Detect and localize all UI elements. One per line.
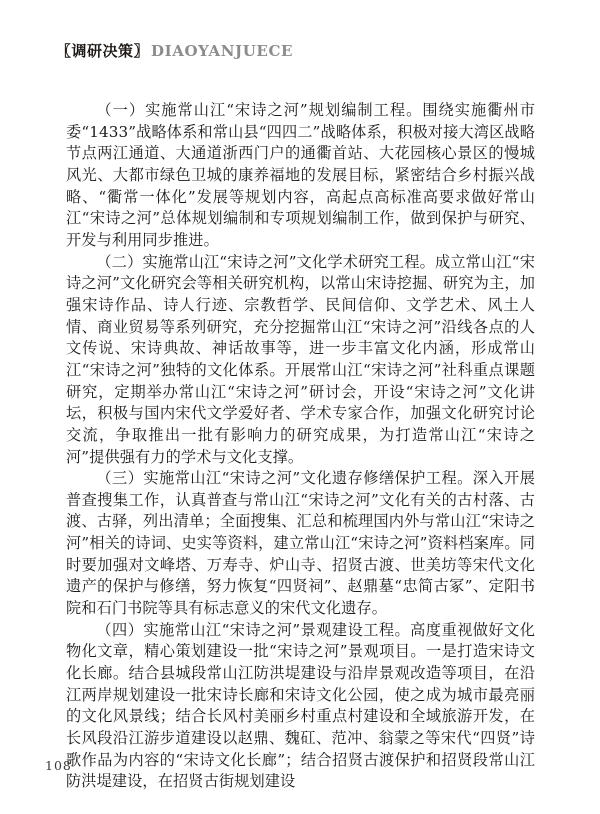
paragraph-4-landscape-construction-project: （四）实施常山江“宋诗之河”景观建设工程。高度重视做好文化物化文章，精心策划建设一批“宋诗之河”景观项目。一是打造宋诗文化长廊。结合县城段常山江防洪堤建设与沿岸景观改造等项目，在沿江两岸规划建设一批宋诗长廊和宋诗文化公园，使之成为城市最亮丽的文化风景线；结合长风村美丽乡村重点村建设和全域旅游开发，在长风段沿江游步道建设以赵鼎、魏矼、范冲、翁蒙之等宋代“四贤”诗歌作品为内容的“宋诗文化长廊”；结合招贤古渡保护和招贤段常山江防洪堤建设，在招贤古街规划建设 <box>66 620 535 791</box>
paragraph-2-academic-research-project: （二）实施常山江“宋诗之河”文化学术研究工程。成立常山江“宋诗之河”文化研究会等相关研究机构，以常山宋诗挖掘、研究为主，加强宋诗作品、诗人行迹、宗教哲学、民间信仰、文学艺术、风土人情、商业贸易等系列研究，充分挖掘常山江“宋诗之河”沿线各点的人文传说、宋诗典故、神话故事等，进一步丰富文化内涵，形成常山江“宋诗之河”独特的文化体系。开展常山江“宋诗之河”社科重点课题研究，定期举办常山江“宋诗之河”研讨会，开设“宋诗之河”文化讲坛，积极与国内宋代文学爱好者、学术专家合作，加强文化研究讨论交流，争取推出一批有影响力的研究成果，为打造常山江“宋诗之河”提供强有力的学术与文化支撑。 <box>66 252 535 466</box>
page-number: 108 <box>45 758 72 773</box>
paragraph-1-planning-project: （一）实施常山江“宋诗之河”规划编制工程。围绕实施衢州市委“1433”战略体系和常山县“四四二”战略体系，积极对接大湾区战略节点两江通道、大通道浙西门户的通衢首站、大花园核心景区的慢城风光、大都市绿色卫城的康养福地的发展目标，紧密结合乡村振兴战略、“衢常一体化”发展等规划内容，高起点高标准高要求做好常山江“宋诗之河”总体规划编制和专项规划编制工作，做到保护与研究、开发与利用同步推进。 <box>66 101 535 249</box>
document-body <box>66 100 535 793</box>
paragraph-3-heritage-restoration-project: （三）实施常山江“宋诗之河”文化遗存修缮保护工程。深入开展普查搜集工作，认真普查与常山江“宋诗之河”文化有关的古村落、古渡、古驿，列出清单；全面搜集、汇总和梳理国内外与常山江“宋诗之河”相关的诗词、史实等资料，建立常山江“宋诗之河”资料档案库。同时要加强对文峰塔、万寿寺、炉山寺、招贤古渡、世美坊等宋代文化遗产的保护与修缮，努力恢复“四贤祠”、赵鼎墓“忠简古冢”、定阳书院和石门书院等具有标志意义的宋代文化遗存。 <box>66 469 535 618</box>
section-title-pinyin: DIAOYANJUECE <box>151 42 294 60</box>
section-header <box>56 42 293 60</box>
section-title-chinese: 〖调研决策〗 <box>56 42 150 60</box>
